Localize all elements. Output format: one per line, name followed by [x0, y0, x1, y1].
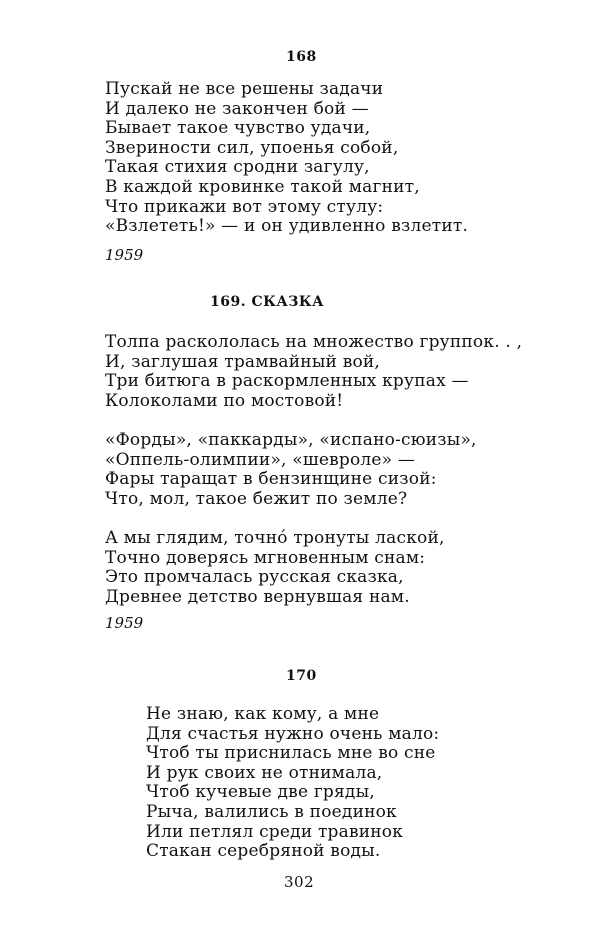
page-number: 302	[284, 873, 315, 891]
verse-line: Колоколами по мостовой!	[105, 390, 344, 411]
poem-170-text	[146, 705, 439, 862]
verse-line: «Оппель-олимпии», «шевроле» —	[105, 449, 416, 470]
stanza	[105, 529, 522, 607]
verse-line: Бывает такое чувство удачи,	[105, 118, 371, 139]
poem-number: 170	[286, 668, 317, 684]
verse-line: Не знаю, как кому, а мне	[146, 704, 380, 724]
verse-line: Для счастья нужно очень мало:	[146, 723, 440, 744]
verse-line: Стакан серебряной воды.	[146, 841, 381, 862]
verse-line: Звериности сил, упоенья собой,	[105, 137, 399, 158]
verse-line: В каждой кровинке такой магнит,	[105, 176, 420, 197]
verse-line: Фары таращат в бензинщине сизой:	[105, 469, 437, 490]
poem-title: 169. СКАЗКА	[210, 294, 324, 310]
poem-number: 168	[286, 49, 317, 65]
verse-line: Или петлял среди травинок	[146, 821, 404, 842]
poem-168-text	[105, 80, 468, 237]
stanza	[105, 333, 522, 411]
stanza	[105, 431, 522, 509]
verse-line: Точно доверясь мгновенным снам:	[105, 547, 426, 568]
verse-line: А мы глядим, точнó тронуты лаской,	[105, 527, 445, 548]
verse-line: Три битюга в раскормленных крупах —	[105, 371, 469, 392]
poem-year: 1959	[105, 246, 144, 264]
verse-line: Что, мол, такое бежит по земле?	[105, 488, 408, 509]
verse-line: Чтоб ты приснилась мне во сне	[146, 743, 436, 764]
verse-line: Толпа раскололась на множество группок. . ,	[105, 332, 523, 352]
verse-line: Чтоб кучевые две гряды,	[146, 782, 375, 803]
verse-line: «Взлететь!» — и он удивленно взлетит.	[105, 216, 469, 237]
verse-line: И рук своих не отнимала,	[146, 762, 383, 783]
verse-line: Древнее детство вернувшая нам.	[105, 586, 410, 607]
verse-line: Что прикажи вот этому стулу:	[105, 196, 384, 217]
verse-line: Пускай не все решены задачи	[105, 79, 384, 99]
verse-line: И, заглушая трамвайный вой,	[105, 351, 381, 372]
verse-line: «Форды», «паккарды», «испано-сюизы»,	[105, 429, 477, 450]
verse-line: Такая стихия сродни загулу,	[105, 157, 370, 178]
poem-169-text	[105, 333, 522, 607]
verse-line: Это промчалась русская сказка,	[105, 567, 404, 588]
verse-line: Рыча, валились в поединок	[146, 801, 397, 822]
poem-year: 1959	[105, 614, 144, 632]
verse-line: И далеко не закончен бой —	[105, 98, 369, 119]
